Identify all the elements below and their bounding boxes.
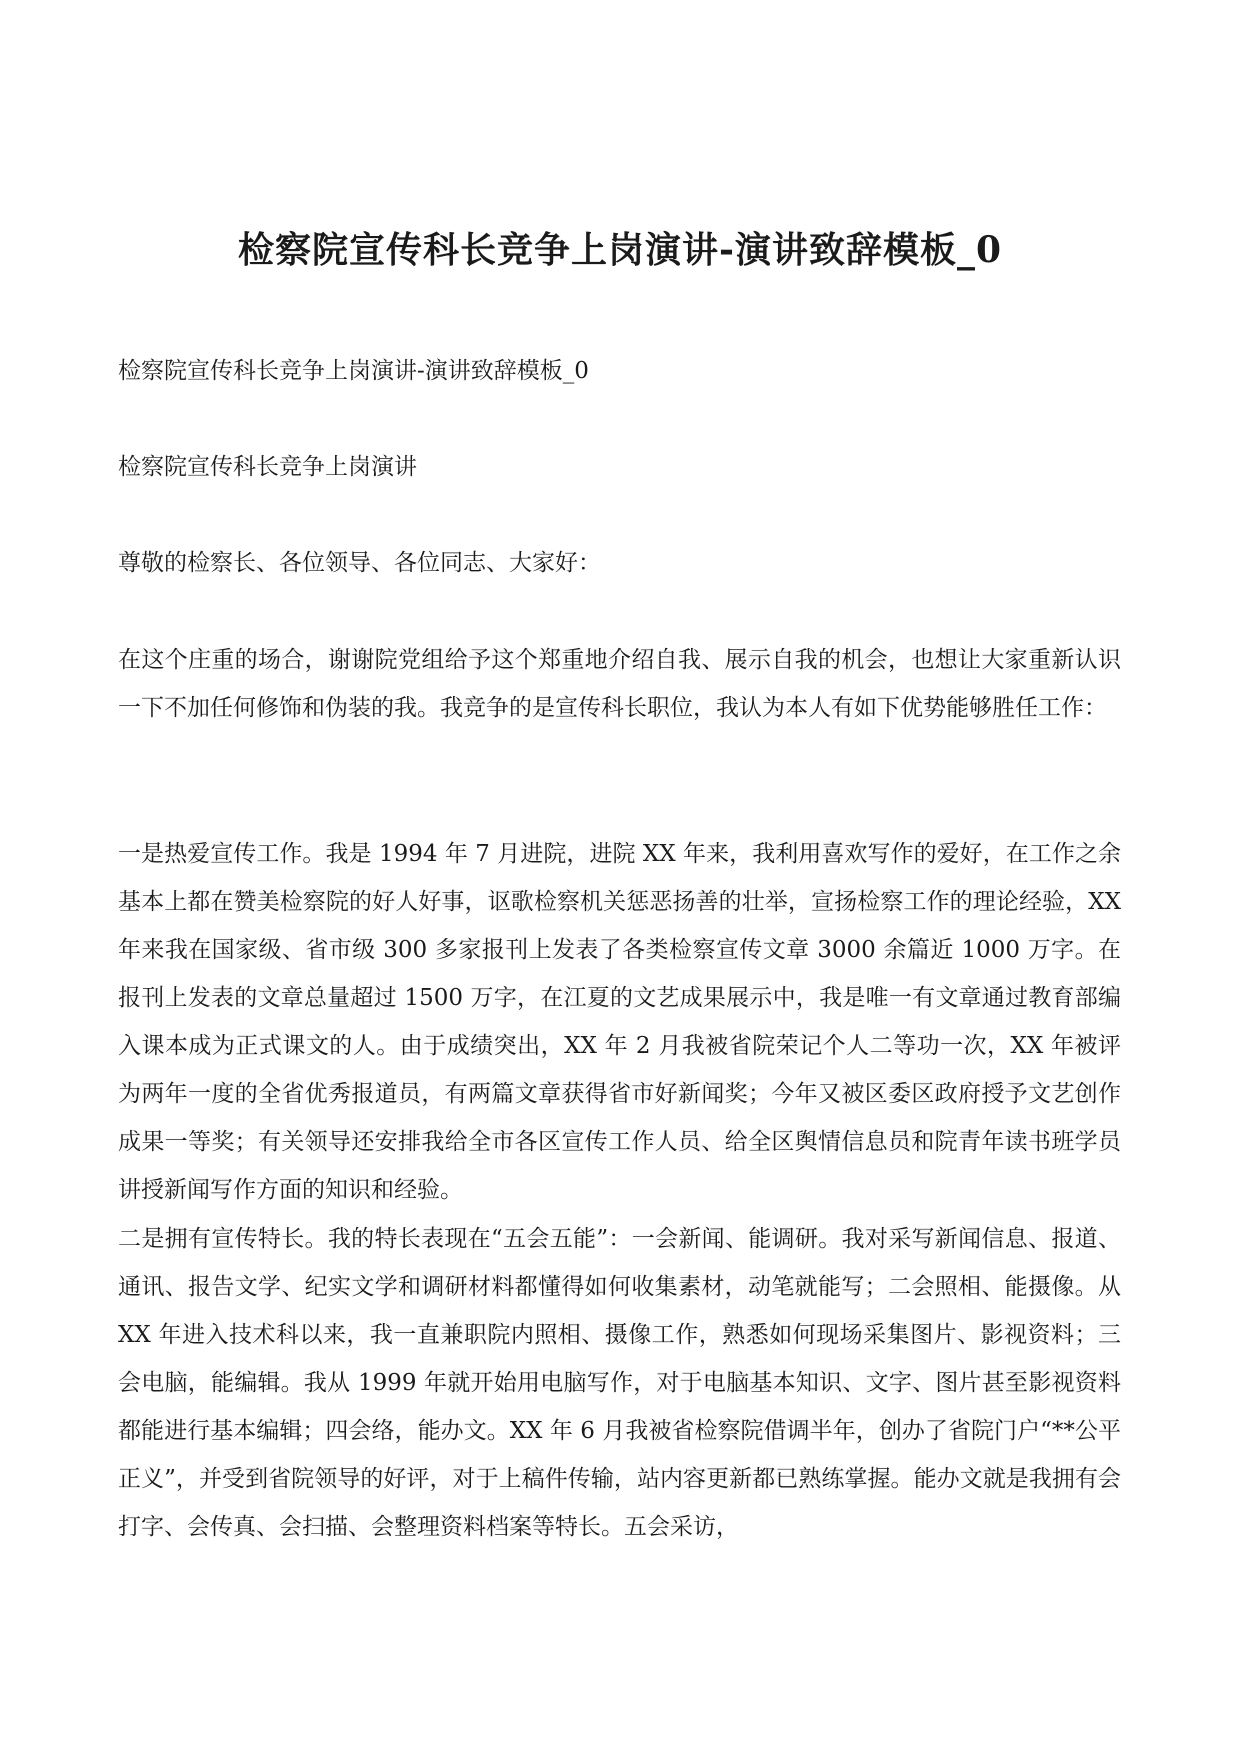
paragraph-point-one: 一是热爱宣传工作。我是 1994 年 7 月进院，进院 XX 年来，我利用喜欢写作的爱好，在工作之余基本上都在赞美检察院的好人好事，讴歌检察机关惩恶扬善的壮举，宣扬检察工作的理论经验，XX 年来我在国家级、省市级 300 多家报刊上发表了各类检察宣传文章 3000 余篇近 1000 万字。在报刊上发表的文章总量超过 1500 万字，在江夏的文艺成果展示中，我是唯一有文章通过教育部编入课本成为正式课文的人。由于成绩突出，XX 年 2 月我被省院荣记个人二等功一次，XX 年被评为两年一度的全省优秀报道员，有两篇文章获得省市好新闻奖；今年又被区委区政府授予文艺创作成果一等奖；有关领导还安排我给全市各区宣传工作人员、给全区舆情信息员和院青年读书班学员讲授新闻写作方面的知识和经验。 (118, 841, 1121, 1203)
paragraph-heading: 检察院宣传科长竞争上岗演讲 (118, 454, 417, 480)
paragraph-subtitle: 检察院宣传科长竞争上岗演讲-演讲致辞模板_0 (118, 358, 589, 384)
paragraph-greeting: 尊敬的检察长、各位领导、各位同志、大家好： (118, 550, 601, 576)
paragraph-intro: 在这个庄重的场合，谢谢院党组给予这个郑重地介绍自我、展示自我的机会，也想让大家重新认识一下不加任何修饰和伪装的我。我竞争的是宣传科长职位，我认为本人有如下优势能够胜任工作： (118, 647, 1121, 721)
document-title: 检察院宣传科长竞争上岗演讲-演讲致辞模板_0 (238, 229, 1002, 271)
paragraph-point-two: 二是拥有宣传特长。我的特长表现在“五会五能”：一会新闻、能调研。我对采写新闻信息、报道、通讯、报告文学、纪实文学和调研材料都懂得如何收集素材，动笔就能写；二会照相、能摄像。从 XX 年进入技术科以来，我一直兼职院内照相、摄像工作，熟悉如何现场采集图片、影视资料；三会电脑，能编辑。我从 1999 年就开始用电脑写作，对于电脑基本知识、文字、图片甚至影视资料都能进行基本编辑；四会络，能办文。XX 年 6 月我被省检察院借调半年，创办了省院门户“**公平正义”，并受到省院领导的好评，对于上稿件传输，站内容更新都已熟练掌握。能办文就是我拥有会打字、会传真、会扫描、会整理资料档案等特长。五会采访， (118, 1226, 1121, 1540)
